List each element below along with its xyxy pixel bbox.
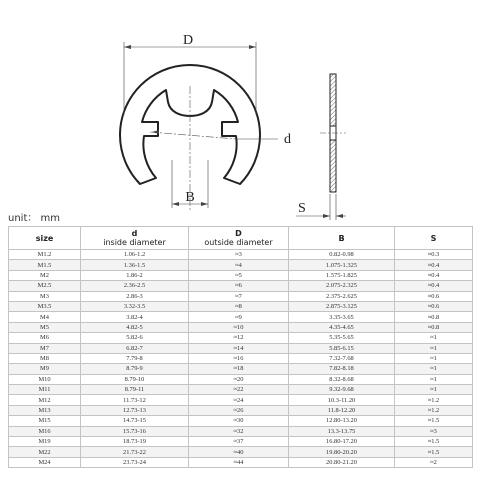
d-outer-arrow-left xyxy=(124,45,131,49)
table-row xyxy=(9,416,473,426)
cell-size: M3 xyxy=(9,291,81,301)
d-inner-arrow xyxy=(152,130,159,134)
cell-size: M8 xyxy=(9,353,81,363)
cell-S: ≈0.8 xyxy=(395,322,473,332)
cell-S: ≈1.2 xyxy=(395,395,473,405)
cell-size: M7 xyxy=(9,343,81,353)
cell-d: 8.79-9 xyxy=(81,364,189,374)
cell-B: 9.32-9.68 xyxy=(289,385,395,395)
cell-B: 2.875-3.125 xyxy=(289,301,395,311)
cell-size: M15 xyxy=(9,416,81,426)
cell-B: 1.075-1.325 xyxy=(289,260,395,270)
cell-size: M10 xyxy=(9,374,81,384)
cell-D: ≈5 xyxy=(189,270,289,280)
cell-D: ≈22 xyxy=(189,385,289,395)
table-row xyxy=(9,426,473,436)
cell-size: M12 xyxy=(9,395,81,405)
cell-S: ≈1.2 xyxy=(395,405,473,415)
table-body xyxy=(9,250,473,468)
cell-d: 7.79-8 xyxy=(81,353,189,363)
s-label: S xyxy=(298,201,306,216)
cell-S: ≈0.4 xyxy=(395,281,473,291)
cell-D: ≈18 xyxy=(189,364,289,374)
table-row xyxy=(9,270,473,280)
cell-D: ≈24 xyxy=(189,395,289,405)
header-size: size xyxy=(9,227,81,250)
cell-B: 10.3-11.20 xyxy=(289,395,395,405)
cell-d: 12.73-13 xyxy=(81,405,189,415)
b-arrow-left xyxy=(172,202,179,206)
cell-d: 18.73-19 xyxy=(81,437,189,447)
cell-d: 8.79-10 xyxy=(81,374,189,384)
cell-size: M4 xyxy=(9,312,81,322)
cell-B: 2.375-2.625 xyxy=(289,291,395,301)
d-inner-label: d xyxy=(284,132,291,147)
table-row xyxy=(9,405,473,415)
cell-S: ≈0.4 xyxy=(395,270,473,280)
cell-D: ≈16 xyxy=(189,353,289,363)
cell-B: 5.85-6.15 xyxy=(289,343,395,353)
cell-d: 21.73-22 xyxy=(81,447,189,457)
cell-S: ≈0.4 xyxy=(395,260,473,270)
cell-size: M11 xyxy=(9,385,81,395)
cell-S: ≈1 xyxy=(395,385,473,395)
e-clip-technical-drawing xyxy=(0,0,480,225)
table-row xyxy=(9,385,473,395)
header-D: D outside diameter xyxy=(189,227,289,250)
cell-d: 8.79-11 xyxy=(81,385,189,395)
cell-d: 1.86-2 xyxy=(81,270,189,280)
header-S: S xyxy=(395,227,473,250)
cell-B: 12.80-13.20 xyxy=(289,416,395,426)
cell-d: 4.82-5 xyxy=(81,322,189,332)
table-row xyxy=(9,395,473,405)
cell-D: ≈37 xyxy=(189,437,289,447)
cell-d: 14.73-15 xyxy=(81,416,189,426)
table-row xyxy=(9,322,473,332)
cell-size: M16 xyxy=(9,426,81,436)
cell-size: M13 xyxy=(9,405,81,415)
cell-D: ≈20 xyxy=(189,374,289,384)
cell-d: 5.82-6 xyxy=(81,333,189,343)
cell-d: 2.86-3 xyxy=(81,291,189,301)
cell-B: 3.35-3.65 xyxy=(289,312,395,322)
table-row xyxy=(9,457,473,467)
header-d: d inside diameter xyxy=(81,227,189,250)
cell-size: M9 xyxy=(9,364,81,374)
cell-B: 20.80-21.20 xyxy=(289,457,395,467)
table-row xyxy=(9,301,473,311)
cell-D: ≈8 xyxy=(189,301,289,311)
cell-size: M1.2 xyxy=(9,250,81,260)
cell-D: ≈4 xyxy=(189,260,289,270)
table-row xyxy=(9,281,473,291)
cell-d: 1.06-1.2 xyxy=(81,250,189,260)
cell-S: ≈1 xyxy=(395,374,473,384)
cell-size: M5 xyxy=(9,322,81,332)
cell-S: ≈1 xyxy=(395,333,473,343)
cell-S: ≈0.8 xyxy=(395,312,473,322)
table-row xyxy=(9,250,473,260)
cell-d: 1.36-1.5 xyxy=(81,260,189,270)
table-row xyxy=(9,291,473,301)
b-arrow-right xyxy=(201,202,208,206)
cell-size: M22 xyxy=(9,447,81,457)
cell-S: ≈1 xyxy=(395,343,473,353)
cell-B: 7.82-8.18 xyxy=(289,364,395,374)
table-row xyxy=(9,312,473,322)
cell-size: M24 xyxy=(9,457,81,467)
cell-S: ≈1.5 xyxy=(395,447,473,457)
cell-B: 0.82-0.98 xyxy=(289,250,395,260)
cell-B: 7.32-7.68 xyxy=(289,353,395,363)
spec-table xyxy=(8,226,473,468)
cell-size: M3.5 xyxy=(9,301,81,311)
cell-S: ≈1.5 xyxy=(395,416,473,426)
s-arrow-right xyxy=(336,214,343,218)
table-row xyxy=(9,364,473,374)
s-arrow-left xyxy=(323,214,330,218)
cell-S: ≈0.6 xyxy=(395,291,473,301)
cell-S: ≈1 xyxy=(395,364,473,374)
cell-S: ≈2 xyxy=(395,457,473,467)
cell-D: ≈7 xyxy=(189,291,289,301)
d-outer-arrow-right xyxy=(249,45,256,49)
cell-D: ≈30 xyxy=(189,416,289,426)
cell-S: ≈1 xyxy=(395,353,473,363)
table-header-row xyxy=(9,227,473,250)
cell-S: ≈3 xyxy=(395,426,473,436)
table-row xyxy=(9,437,473,447)
cell-d: 2.36-2.5 xyxy=(81,281,189,291)
cell-D: ≈10 xyxy=(189,322,289,332)
cell-size: M1.5 xyxy=(9,260,81,270)
cell-D: ≈6 xyxy=(189,281,289,291)
cell-D: ≈9 xyxy=(189,312,289,322)
side-view-top xyxy=(330,74,336,126)
table-row xyxy=(9,333,473,343)
cell-d: 11.73-12 xyxy=(81,395,189,405)
unit-label: unit： mm xyxy=(8,213,61,224)
table-row xyxy=(9,353,473,363)
cell-D: ≈14 xyxy=(189,343,289,353)
cell-d: 23.73-24 xyxy=(81,457,189,467)
cell-size: M6 xyxy=(9,333,81,343)
cell-D: ≈26 xyxy=(189,405,289,415)
cell-B: 16.80-17.20 xyxy=(289,437,395,447)
cell-D: ≈40 xyxy=(189,447,289,457)
table-row xyxy=(9,447,473,457)
cell-d: 3.82-4 xyxy=(81,312,189,322)
cell-size: M2 xyxy=(9,270,81,280)
cell-B: 13.3-13.75 xyxy=(289,426,395,436)
cell-B: 2.075-2.325 xyxy=(289,281,395,291)
header-B: B xyxy=(289,227,395,250)
cell-S: ≈0.3 xyxy=(395,250,473,260)
cell-size: M2.5 xyxy=(9,281,81,291)
side-view-bottom xyxy=(330,140,336,192)
cell-S: ≈1.5 xyxy=(395,437,473,447)
cell-D: ≈32 xyxy=(189,426,289,436)
cell-D: ≈44 xyxy=(189,457,289,467)
cell-B: 11.8-12.20 xyxy=(289,405,395,415)
table-row xyxy=(9,343,473,353)
cell-B: 5.35-5.65 xyxy=(289,333,395,343)
cell-B: 19.80-20.20 xyxy=(289,447,395,457)
cell-d: 6.82-7 xyxy=(81,343,189,353)
cell-D: ≈3 xyxy=(189,250,289,260)
cell-D: ≈12 xyxy=(189,333,289,343)
b-label: B xyxy=(185,190,195,205)
cell-B: 8.32-8.68 xyxy=(289,374,395,384)
cell-B: 1.575-1.825 xyxy=(289,270,395,280)
cell-d: 3.32-3.5 xyxy=(81,301,189,311)
cell-B: 4.35-4.65 xyxy=(289,322,395,332)
table-row xyxy=(9,260,473,270)
table-row xyxy=(9,374,473,384)
cell-S: ≈0.6 xyxy=(395,301,473,311)
cell-d: 15.73-16 xyxy=(81,426,189,436)
d-outer-label: D xyxy=(182,33,194,48)
cell-size: M19 xyxy=(9,437,81,447)
